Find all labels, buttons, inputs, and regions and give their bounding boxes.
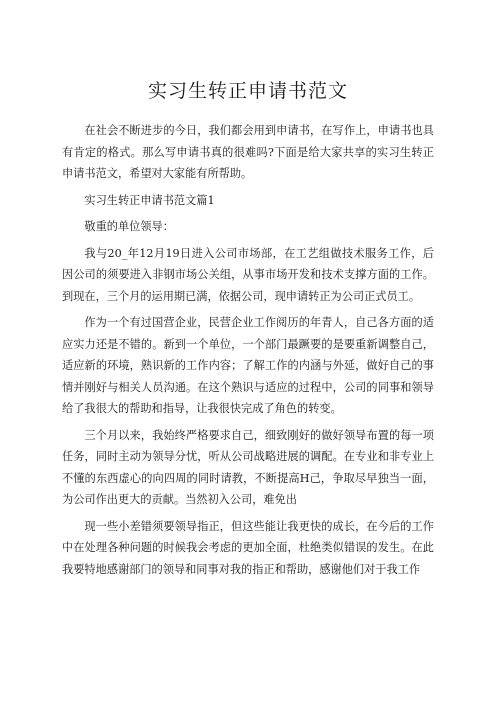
document-body — [62, 120, 434, 580]
body-paragraph: 我与20_年12月19日进入公司市场部，在工艺组做技术服务工作，后因公司的须要进入非钢市场公关组，从事市场开发和技术支撑方面的工作。到现在，三个月的运用期已满，依据公司，现申请转正为公司正式员工。 — [62, 246, 434, 303]
document-title: 实习生转正申请书范文 — [147, 80, 348, 102]
intro-paragraph: 在社会不断进步的今日，我们都会用到申请书，在写作上，申请书也具有肯定的格式。那么写申请书真的很难吗?下面是给大家共享的实习生转正申请书范文，希望对大家能有所帮助。 — [62, 124, 434, 180]
body-paragraph: 作为一个有过国营企业，民营企业工作阅历的年青人，自己各方面的适应实力还是不错的。新到一个单位，一个部门最蹶要的是要重新调整自己，适应新的环境，熟识新的工作内容；了解工作的内涵与外延，做好自己的事情并刚好与相关人员沟通。在这个熟识与适应的过程中，公司的同事和领导给了我很大的帮助和指导，让我很快完成了角色的转变。 — [62, 316, 434, 415]
body-paragraph: 三个月以来，我始终严格要求自己，细致刚好的做好领导布置的每一项任务，同时主动为领导分忧，听从公司战略进展的调配。在专业和非专业上不懂的东西虚心的向四周的同时请教，不断提高H己，争取尽早独当一面，为公司作出更大的贡献。当然初入公司，难免出 — [62, 428, 434, 506]
section-heading: 实习生转正申请书范文篇1 — [84, 193, 215, 207]
body-paragraph: 现一些小差错须要领导指正，但这些能让我更快的成长，在今后的工作中在处理各种问题的时候我会考虑的更加全面，杜绝类似错误的发生。在此我要特地感谢部门的领导和同事对我的指正和帮助，感谢他们对于我工作 — [62, 519, 434, 576]
salutation: 敬重的单位领导： — [84, 220, 174, 233]
